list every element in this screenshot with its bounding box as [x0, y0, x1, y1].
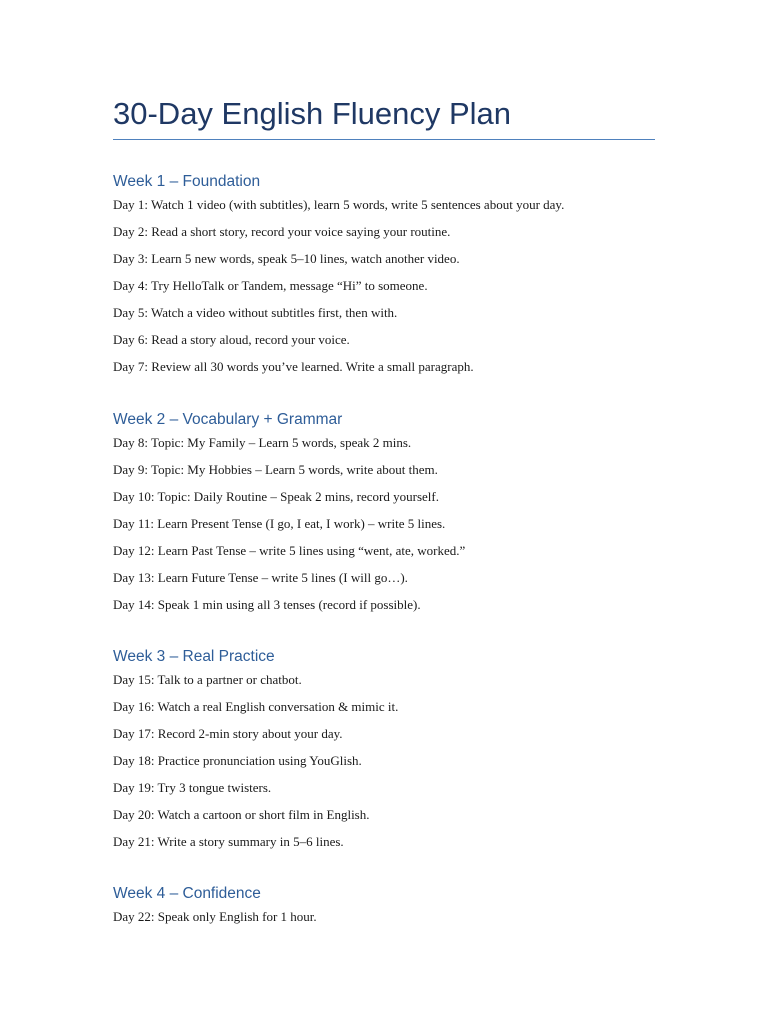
day-item: Day 14: Speak 1 min using all 3 tenses (record if possible). [113, 597, 421, 612]
week-heading: Week 3 – Real Practice [113, 648, 275, 665]
day-list [113, 429, 673, 618]
day-item: Day 13: Learn Future Tense – write 5 lines (I will go…). [113, 570, 408, 585]
day-item: Day 18: Practice pronunciation using YouGlish. [113, 753, 362, 768]
day-list [113, 666, 673, 855]
day-item: Day 11: Learn Present Tense (I go, I eat, I work) – write 5 lines. [113, 516, 446, 531]
day-item: Day 16: Watch a real English conversation & mimic it. [113, 699, 399, 714]
day-item: Day 17: Record 2-min story about your day. [113, 726, 343, 741]
day-item: Day 15: Talk to a partner or chatbot. [113, 672, 302, 687]
week-3-section [113, 646, 673, 855]
day-item: Day 12: Learn Past Tense – write 5 lines using “went, ate, worked.” [113, 543, 466, 558]
day-item: Day 6: Read a story aloud, record your voice. [113, 332, 350, 347]
week-4-section [113, 883, 673, 930]
day-item: Day 9: Topic: My Hobbies – Learn 5 words, write about them. [113, 462, 438, 477]
day-item: Day 20: Watch a cartoon or short film in English. [113, 807, 370, 822]
day-list [113, 191, 673, 380]
day-item: Day 10: Topic: Daily Routine – Speak 2 mins, record yourself. [113, 489, 439, 504]
day-list [113, 903, 673, 930]
day-item: Day 1: Watch 1 video (with subtitles), learn 5 words, write 5 sentences about your day. [113, 197, 565, 212]
title-underline [113, 139, 655, 140]
day-item: Day 21: Write a story summary in 5–6 lines. [113, 834, 344, 849]
day-item: Day 3: Learn 5 new words, speak 5–10 lines, watch another video. [113, 251, 460, 266]
week-heading: Week 1 – Foundation [113, 173, 261, 190]
document-title: 30-Day English Fluency Plan [113, 96, 512, 131]
day-item: Day 22: Speak only English for 1 hour. [113, 909, 317, 924]
week-1-section [113, 171, 673, 380]
day-item: Day 19: Try 3 tongue twisters. [113, 780, 272, 795]
day-item: Day 2: Read a short story, record your voice saying your routine. [113, 224, 451, 239]
day-item: Day 5: Watch a video without subtitles first, then with. [113, 305, 398, 320]
day-item: Day 4: Try HelloTalk or Tandem, message “Hi” to someone. [113, 278, 428, 293]
week-2-section [113, 409, 673, 618]
week-heading: Week 2 – Vocabulary + Grammar [113, 411, 343, 428]
day-item: Day 7: Review all 30 words you’ve learned. Write a small paragraph. [113, 359, 474, 374]
day-item: Day 8: Topic: My Family – Learn 5 words, speak 2 mins. [113, 435, 412, 450]
week-heading: Week 4 – Confidence [113, 885, 261, 902]
